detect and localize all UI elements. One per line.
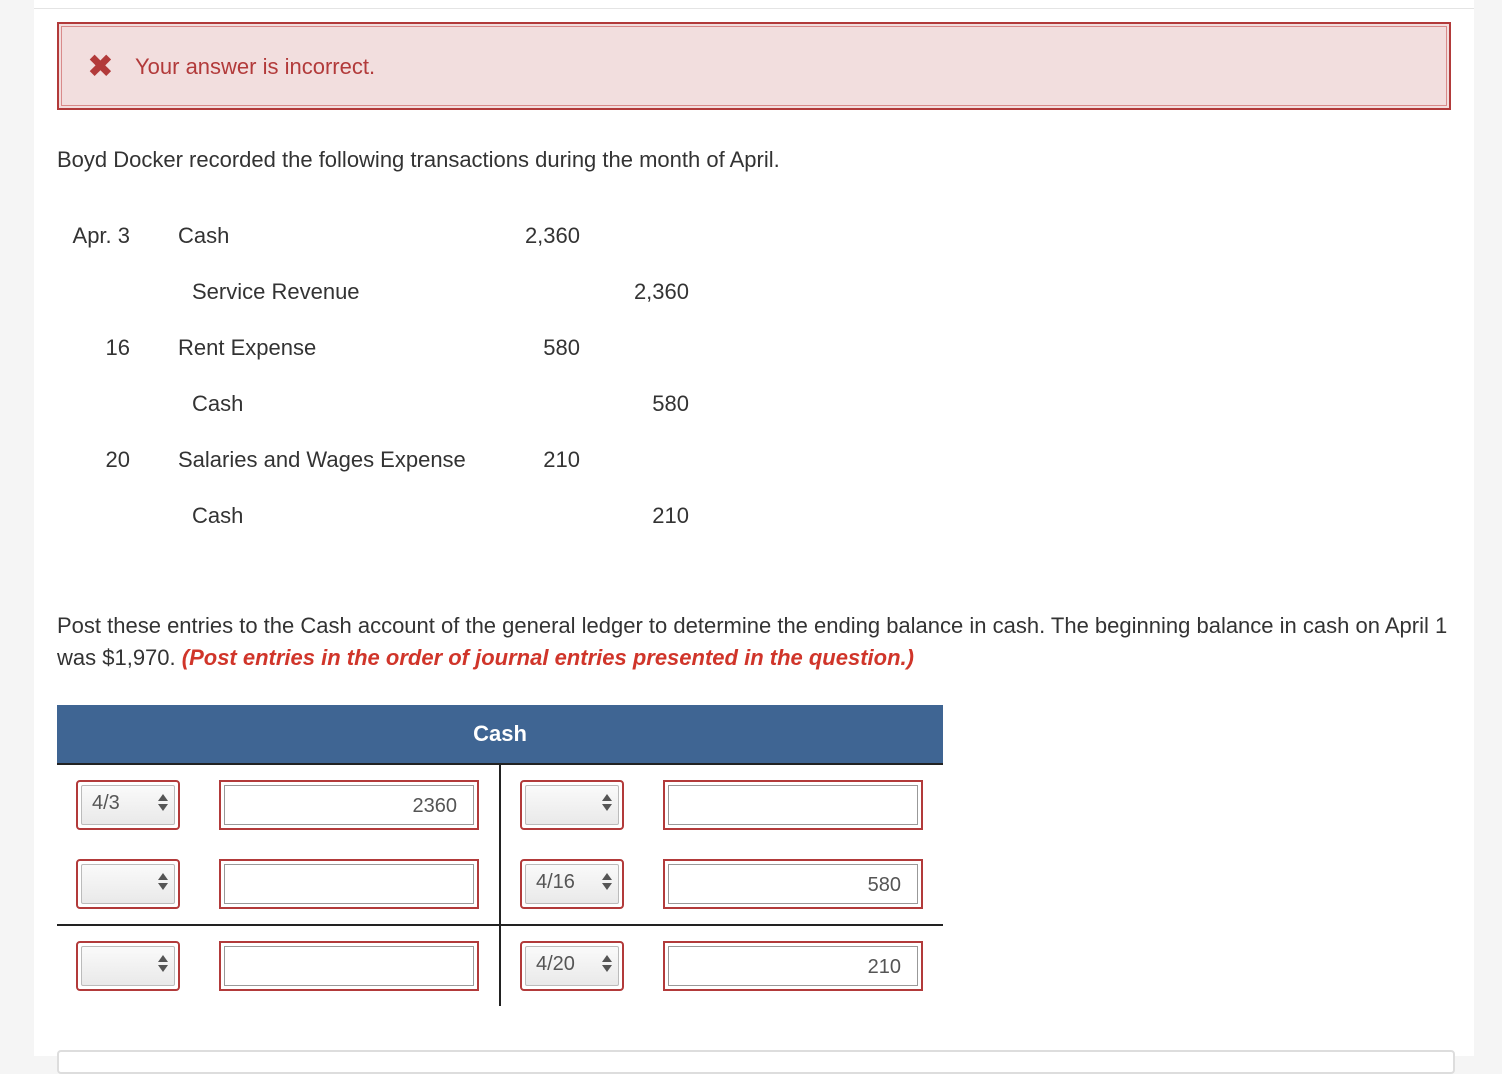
- instructions-text: Post these entries to the Cash account of the general ledger to determine the ending balance in cash. The beginning balance in cash on April 1 was $1,970.: [57, 613, 1448, 670]
- journal-date: 20: [105, 447, 130, 472]
- question-intro: Boyd Docker recorded the following transactions during the month of April.: [57, 147, 780, 172]
- journal-account: Cash: [192, 503, 244, 528]
- select-arrows-icon: [158, 792, 168, 814]
- credit-date-select[interactable]: [520, 859, 624, 909]
- selected-date: 4/20: [536, 953, 575, 975]
- select-arrows-icon: [602, 953, 612, 975]
- journal-account: Salaries and Wages Expense: [178, 447, 466, 472]
- select-arrows-icon: [602, 871, 612, 893]
- credit-amount-value: 580: [668, 864, 918, 904]
- journal-account: Cash: [192, 391, 244, 416]
- journal-date: 16: [105, 335, 130, 360]
- journal-debit: 2,360: [524, 223, 580, 248]
- debit-date-select[interactable]: [76, 941, 180, 991]
- ledger-right-total-rule: [501, 924, 943, 926]
- close-icon: ✖: [87, 48, 114, 84]
- select-arrows-icon: [158, 953, 168, 975]
- incorrect-answer-alert: [57, 22, 1451, 110]
- journal-account: Service Revenue: [192, 279, 360, 304]
- journal-date: Apr. 3: [72, 223, 130, 248]
- ledger-left-total-rule: [57, 924, 499, 926]
- posting-instructions: [57, 610, 1457, 674]
- debit-amount-input[interactable]: [219, 941, 479, 991]
- debit-amount-value: 2360: [224, 785, 474, 825]
- credit-amount-value: [668, 785, 918, 825]
- selected-date: 4/16: [536, 871, 575, 893]
- instructions-note: (Post entries in the order of journal entries presented in the question.): [181, 645, 914, 670]
- credit-amount-input[interactable]: [663, 780, 923, 830]
- journal-credit: 210: [652, 503, 689, 528]
- journal-credit: 2,360: [633, 279, 689, 304]
- debit-amount-input[interactable]: [219, 859, 479, 909]
- credit-amount-value: 210: [668, 946, 918, 986]
- journal-credit: 580: [652, 391, 689, 416]
- ledger-center-rule: [499, 763, 501, 1006]
- credit-date-select[interactable]: [520, 780, 624, 830]
- credit-amount-input[interactable]: [663, 859, 923, 909]
- top-divider: [34, 8, 1474, 9]
- credit-amount-input[interactable]: [663, 941, 923, 991]
- selected-date: 4/3: [92, 792, 120, 814]
- alert-text: Your answer is incorrect.: [135, 54, 376, 79]
- select-arrows-icon: [158, 871, 168, 893]
- journal-debit: 210: [543, 447, 580, 472]
- next-section-card: [57, 1050, 1455, 1074]
- debit-amount-input[interactable]: [219, 780, 479, 830]
- journal-account: Cash: [178, 223, 230, 248]
- select-arrows-icon: [602, 792, 612, 814]
- credit-date-select[interactable]: [520, 941, 624, 991]
- debit-amount-value: [224, 946, 474, 986]
- debit-date-select[interactable]: [76, 780, 180, 830]
- debit-amount-value: [224, 864, 474, 904]
- debit-date-select[interactable]: [76, 859, 180, 909]
- ledger-title: Cash: [57, 705, 943, 763]
- journal-account: Rent Expense: [178, 335, 317, 360]
- journal-debit: 580: [543, 335, 580, 360]
